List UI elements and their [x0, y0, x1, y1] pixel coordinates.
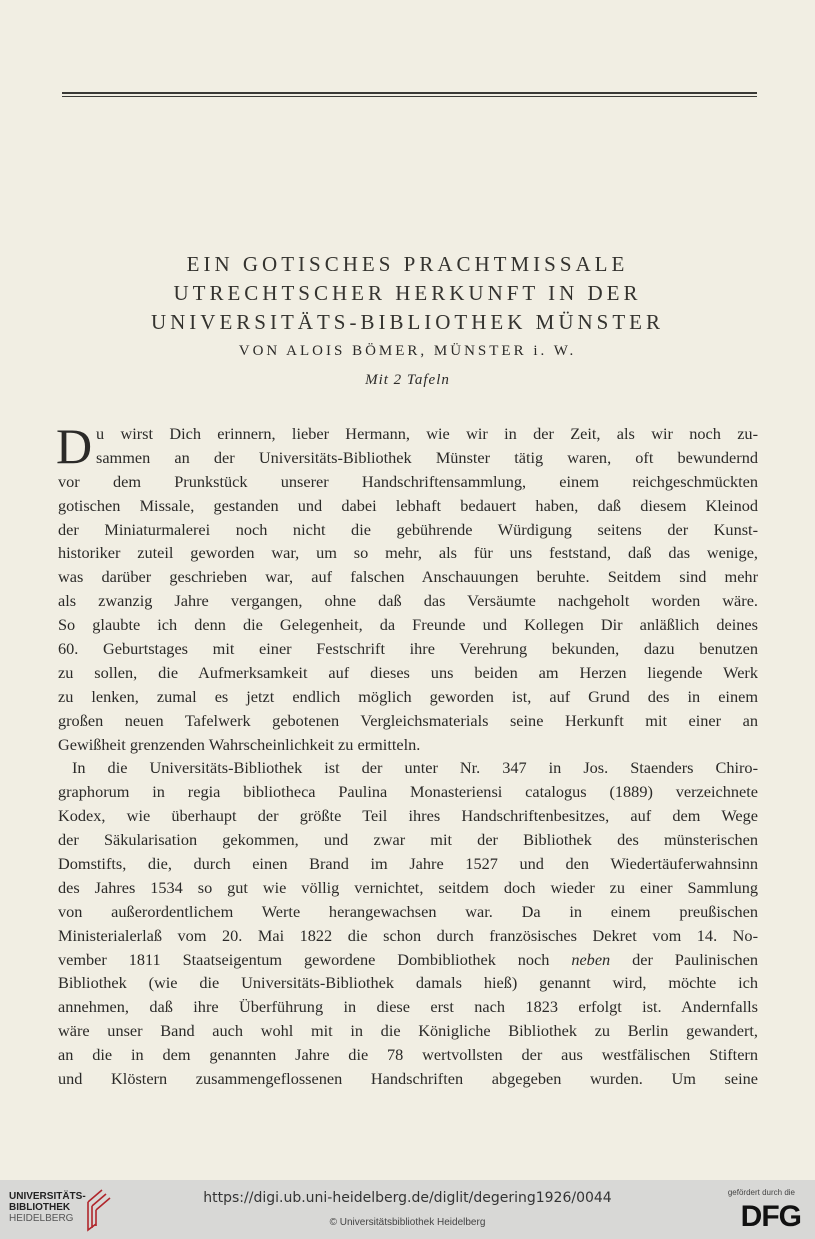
- text-line: sammen an der Universitäts-Bibliothek Münster tätig waren, oft bewundernd: [96, 447, 758, 467]
- author-line: VON ALOIS BÖMER, MÜNSTER i. W.: [238, 343, 577, 359]
- text-line: was darüber geschrieben war, auf falschen Anschauungen beruhte. Seitdem sind mehr: [58, 567, 758, 587]
- text-line: In die Universitäts-Bibliothek ist der unter Nr. 347 in Jos. Staenders Chiro-: [72, 758, 758, 778]
- text-line: von außerordentlichem Werte herangewachsen war. Da in einem preußischen: [58, 901, 758, 921]
- text-line: zu sollen, die Aufmerksamkeit auf dieses uns beiden am Herzen liegende Werk: [58, 662, 758, 682]
- text-line: Bibliothek (wie die Universitäts-Bibliothek damals hieß) genannt wird, möchte ich: [58, 973, 758, 993]
- text-line: 60. Geburtstages mit einer Festschrift ihre Verehrung bekunden, dazu benutzen: [58, 639, 758, 659]
- text-line: und Klöstern zusammengeflossenen Handschriften abgegeben wurden. Um seine: [58, 1069, 758, 1089]
- logo-text-2: BIBLIOTHEK: [9, 1202, 71, 1213]
- title-line-1: EIN GOTISCHES PRACHTMISSALE: [186, 252, 629, 276]
- text-line: gotischen Missale, gestanden und dabei lebhaft bedauert haben, daß diesem Kleinod: [58, 495, 758, 515]
- text-line: u wirst Dich erinnern, lieber Hermann, wie wir in der Zeit, als wir noch zu-: [96, 424, 758, 443]
- text-line: Gewißheit grenzenden Wahrscheinlichkeit zu ermitteln.: [58, 734, 421, 754]
- text-line: vor dem Prunkstück unserer Handschriftensammlung, einem reichgeschmückten: [58, 471, 758, 491]
- top-rule: [62, 92, 757, 94]
- text-line: vember 1811 Staatseigentum gewordene Dombibliothek noch neben der Paulinischen: [58, 949, 758, 969]
- text-line: Domstifts, die, durch einen Brand im Jahre 1527 und den Wiedertäuferwahnsinn: [58, 854, 758, 874]
- text-line: Ministerialerlaß vom 20. Mai 1822 die schon durch französisches Dekret vom 14. No-: [58, 925, 758, 945]
- subtitle: Mit 2 Tafeln: [365, 372, 450, 388]
- permalink-url[interactable]: https://digi.ub.uni-heidelberg.de/diglit/degering1926/0044: [203, 1190, 612, 1206]
- text-line: an die in dem genannten Jahre die 78 wertvollsten der aus westfälischen Stiftern: [58, 1045, 758, 1065]
- text-line: der Miniaturmalerei noch nicht die gebührende Würdigung seitens der Kunst-: [58, 519, 758, 539]
- text-line: historiker zuteil geworden war, um so mehr, als für uns feststand, daß das wenige,: [58, 543, 758, 563]
- title-line-2: UTRECHTSCHER HERKUNFT IN DER: [173, 281, 642, 305]
- emphasis: neben: [571, 949, 611, 969]
- copyright: © Universitätsbibliothek Heidelberg: [329, 1217, 486, 1228]
- text-line: graphorum in regia bibliotheca Paulina Monasteriensi catalogus (1889) verzeichnete: [58, 782, 758, 802]
- funded-by-label: gefördert durch die: [727, 1188, 795, 1197]
- text-line: der Säkularisation gekommen, und zwar mit der Bibliothek des münsterischen: [58, 830, 758, 850]
- top-rule-thin: [62, 96, 757, 97]
- logo-text-3: HEIDELBERG: [9, 1213, 74, 1224]
- footer-bar: [0, 1180, 815, 1239]
- text-line: So glaubte ich denn die Gelegenheit, da Freunde und Kollegen Dir anläßlich deines: [58, 615, 758, 635]
- text-line: Kodex, wie überhaupt der größte Teil ihres Handschriftenbesitzes, auf dem Wege: [58, 806, 758, 826]
- text-line: annehmen, daß ihre Überführung in diese erst nach 1823 erfolgt ist. Andernfalls: [58, 997, 758, 1017]
- text-line: als zwanzig Jahre vergangen, ohne daß das Versäumte nachgeholt worden wäre.: [58, 591, 758, 611]
- dfg-logo[interactable]: DFG: [740, 1200, 801, 1233]
- text-line: des Jahres 1534 so gut wie völlig vernichtet, seitdem doch wieder zu einer Sammlung: [58, 877, 758, 897]
- logo-text-1: UNIVERSITÄTS-: [9, 1191, 86, 1202]
- text-line: zu lenken, zumal es jetzt endlich möglich geworden ist, auf Grund des in einem: [58, 686, 758, 706]
- text-line: wäre unser Band auch wohl mit in die Königliche Bibliothek zu Berlin gewandert,: [58, 1021, 758, 1041]
- title-line-3: UNIVERSITÄTS-BIBLIOTHEK MÜNSTER: [150, 310, 665, 334]
- article-body: [56, 418, 758, 1091]
- text-line: großen neuen Tafelwerk gebotenen Vergleichsmaterials seine Herkunft mit einer an: [58, 710, 758, 730]
- drop-cap: D: [56, 418, 93, 474]
